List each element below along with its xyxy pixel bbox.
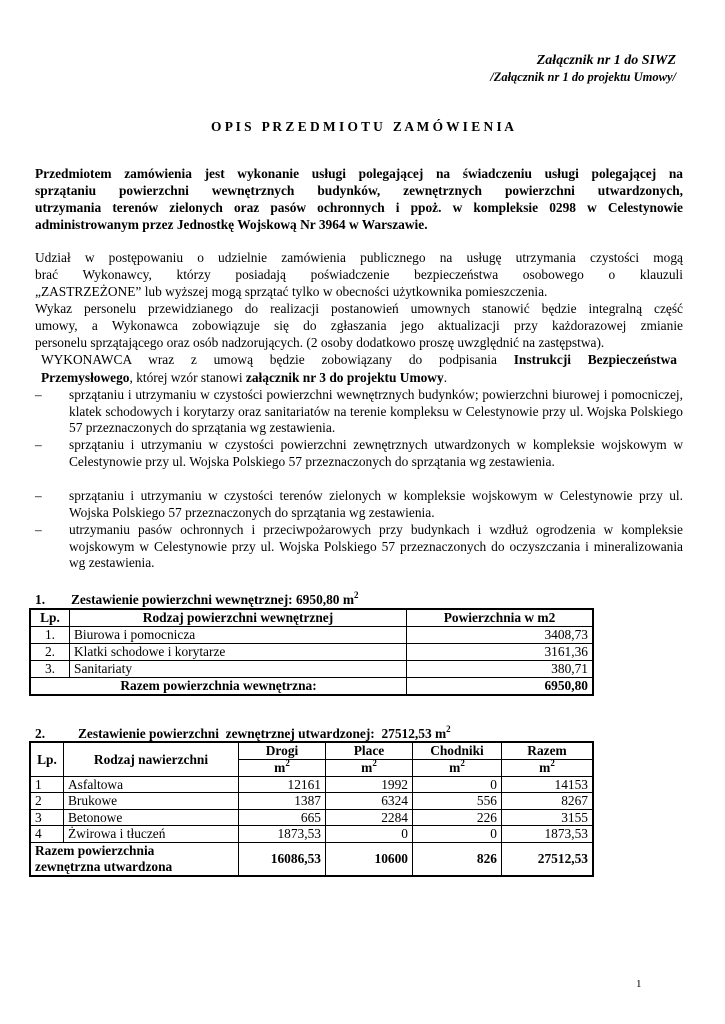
cell-chodniki: 0 <box>413 776 502 793</box>
section2-heading-text: Zestawienie powierzchni zewnętrznej utwardzonej: 27512,53 m <box>78 726 447 741</box>
security-instruction: Instrukcji Bezpieczeństwa <box>513 352 677 367</box>
cell-lp: 1. <box>30 627 70 644</box>
unit: m <box>449 759 461 775</box>
dash: – <box>35 488 42 503</box>
section2-number: 2. <box>35 726 46 741</box>
th-type: Rodzaj powierzchni wewnętrznej <box>70 609 407 627</box>
table-row <box>30 809 593 826</box>
cell-razem: 14153 <box>502 776 594 793</box>
th-lp: Lp. <box>30 609 70 627</box>
cell-type: Biurowa i pomocnicza <box>70 627 407 644</box>
contractor-line-2 <box>41 370 689 386</box>
contractor-text-2: , której wzór stanowi <box>129 370 246 385</box>
section2-heading <box>78 726 451 742</box>
intro-line: Przedmiotem zamówienia jest wykonanie usługi polegającej na świadczeniu usługi polegającej na <box>35 166 683 181</box>
cell-lp: 3. <box>30 661 70 678</box>
table-row <box>30 661 593 678</box>
interior-table <box>29 608 594 696</box>
para-line: umowy, a Wykonawca zobowiązuje się do zgłaszania jego aktualizacji przy każdorazowej zmianie <box>35 318 683 333</box>
total-label: Razem powierzchnia wewnętrzna: <box>30 678 407 696</box>
sup: 2 <box>354 590 359 600</box>
cell-lp: 1 <box>30 776 64 793</box>
attachment-ref: załącznik nr 3 do projektu Umowy <box>245 370 444 385</box>
th-place: Place <box>326 742 413 759</box>
intro-line: sprzątaniu powierzchni wewnętrznych budynków, zewnętrznych powierzchni utwardzonych, <box>35 183 683 198</box>
cell-type: Żwirowa i tłuczeń <box>64 826 239 843</box>
total-label-line1: Razem powierzchnia <box>35 842 155 858</box>
th-unit <box>239 759 326 776</box>
para-line: brać Wykonawcy, którzy posiadają poświadczenie bezpieczeństwa osobowego o klauzuli <box>35 267 683 282</box>
th-area: Powierzchnia w m2 <box>407 609 594 627</box>
cell-type: Asfaltowa <box>64 776 239 793</box>
cell-chodniki: 0 <box>413 826 502 843</box>
dash: – <box>35 387 42 402</box>
bullet-text: sprzątaniu i utrzymaniu w czystości terenów zielonych w kompleksie wojskowym w Celestynowie przy ul. Wojska Polskiego 57 przeznaczonych do sprzątania wg zestawienia. <box>69 488 683 520</box>
total-label <box>30 842 239 876</box>
dash: – <box>35 437 42 452</box>
th-chodniki: Chodniki <box>413 742 502 759</box>
para-line: Udział w postępowaniu o udzielnie zamówienia publicznego na usługę utrzymania czystości mogą <box>35 250 683 265</box>
total-place: 10600 <box>326 842 413 876</box>
sup: 2 <box>460 757 465 768</box>
cell-razem: 3155 <box>502 809 594 826</box>
dash: – <box>35 522 42 537</box>
bullet-text: sprzątaniu i utrzymaniu w czystości powierzchni zewnętrznych utwardzonych w kompleksie wojskowym w Celestynowie przy ul. Wojska Polskiego 57 przeznaczonych do sprzątania wg zestawienia. <box>69 437 683 469</box>
th-unit <box>502 759 594 776</box>
page-number: 1 <box>636 978 642 990</box>
para-line: „ZASTRZEŻONE” lub wyższej mogą sprzątać tylko w obecności użytkownika pomieszczenia. <box>35 284 548 299</box>
para-line: personelu sprzątającego oraz osób nadzorujących. (2 osoby dodatkowo proszę uwzględnić na zastępstwa). <box>35 335 605 350</box>
sup: 2 <box>372 757 377 768</box>
cell-drogi: 12161 <box>239 776 326 793</box>
section1-heading-text: Zestawienie powierzchni wewnętrznej: 6950,80 m <box>71 592 355 607</box>
para-line: Wykaz personelu przewidzianego do realizacji postanowień umownych stanowić będzie integralną część <box>35 301 683 316</box>
sup: 2 <box>285 757 290 768</box>
th-lp: Lp. <box>30 742 64 776</box>
th-type: Rodzaj nawierzchni <box>64 742 239 776</box>
exterior-table <box>29 741 594 877</box>
table-row <box>30 627 593 644</box>
cell-area: 3408,73 <box>407 627 594 644</box>
table-row <box>30 826 593 843</box>
intro-line: utrzymania terenów zielonych oraz pasów ochronnych i ppoż. w kompleksie 0298 w Celestynowie <box>35 200 683 215</box>
cell-drogi: 1387 <box>239 793 326 810</box>
cell-drogi: 1873,53 <box>239 826 326 843</box>
cell-place: 0 <box>326 826 413 843</box>
th-unit <box>326 759 413 776</box>
total-chodniki: 826 <box>413 842 502 876</box>
cell-area: 380,71 <box>407 661 594 678</box>
cell-place: 2284 <box>326 809 413 826</box>
total-row <box>30 842 593 876</box>
th-razem: Razem <box>502 742 594 759</box>
cell-type: Klatki schodowe i korytarze <box>70 644 407 661</box>
cell-lp: 2 <box>30 793 64 810</box>
cell-drogi: 665 <box>239 809 326 826</box>
cell-place: 6324 <box>326 793 413 810</box>
table-row <box>30 793 593 810</box>
cell-razem: 8267 <box>502 793 594 810</box>
cell-type: Betonowe <box>64 809 239 826</box>
total-drogi: 16086,53 <box>239 842 326 876</box>
bullet-text: sprzątaniu i utrzymaniu w czystości powierzchni wewnętrznych budynków; powierzchni biurowej i pomocniczej, klatek schodowych i korytarzy oraz sanitariatów na terenie kompleksu w Celestynowie przy ul. Wojska Polskiego 57 przeznaczonych do sprzątania wg zestawienia. <box>69 387 683 435</box>
period: . <box>443 370 448 385</box>
cell-place: 1992 <box>326 776 413 793</box>
cell-type: Brukowe <box>64 793 239 810</box>
cell-lp: 2. <box>30 644 70 661</box>
industrial-security: Przemysłowego <box>41 370 130 385</box>
total-label-line2: zewnętrzna utwardzona <box>35 858 173 874</box>
total-razem: 27512,53 <box>502 842 594 876</box>
cell-area: 3161,36 <box>407 644 594 661</box>
unit: m <box>274 759 286 775</box>
sup: 2 <box>446 724 451 734</box>
cell-chodniki: 556 <box>413 793 502 810</box>
unit: m <box>539 759 551 775</box>
sup: 2 <box>550 757 555 768</box>
table-row <box>30 776 593 793</box>
contractor-text: WYKONAWCA wraz z umową będzie zobowiązany do podpisania <box>41 352 514 367</box>
section1-number: 1. <box>35 592 46 607</box>
page-title: O P I S P R Z E D M I O T U Z A M Ó W I E N I A <box>211 119 514 134</box>
total-value: 6950,80 <box>407 678 594 696</box>
total-row <box>30 678 593 696</box>
th-drogi: Drogi <box>239 742 326 759</box>
bullet-text: utrzymaniu pasów ochronnych i przeciwpożarowych przy budynkach i wzdłuż ogrodzenia w kompleksie wojskowym w Celestynowie przy ul. Wojska Polskiego 57 przeznaczonych do oczyszczania i mineralizowania wg zestawienia. <box>69 522 683 570</box>
cell-type: Sanitariaty <box>70 661 407 678</box>
section1-heading <box>71 592 359 608</box>
cell-lp: 3 <box>30 809 64 826</box>
cell-lp: 4 <box>30 826 64 843</box>
unit: m <box>361 759 373 775</box>
intro-line: administrowanym przez Jednostkę Wojskową Nr 3964 w Warszawie. <box>35 217 428 232</box>
th-unit <box>413 759 502 776</box>
annex-siwz: Załącznik nr 1 do SIWZ <box>536 53 676 68</box>
cell-razem: 1873,53 <box>502 826 594 843</box>
contractor-line <box>41 352 677 368</box>
annex-contract: /Załącznik nr 1 do projektu Umowy/ <box>490 70 676 84</box>
table-row <box>30 644 593 661</box>
cell-chodniki: 226 <box>413 809 502 826</box>
